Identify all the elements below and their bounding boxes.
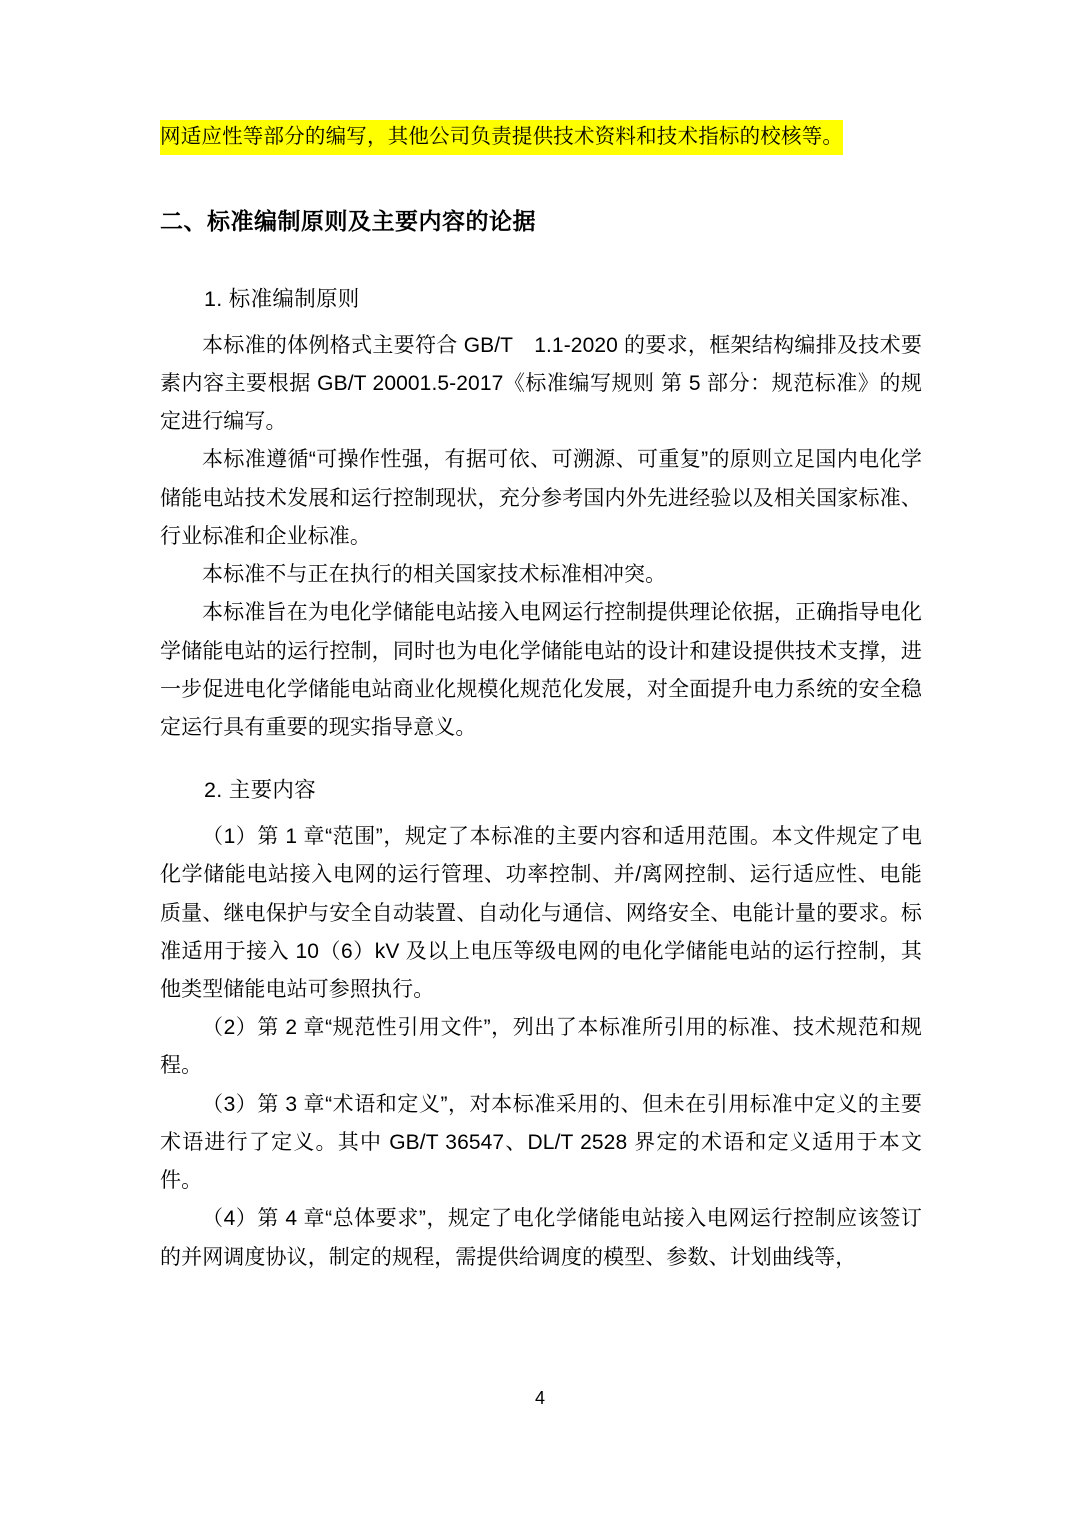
page-content bbox=[160, 120, 922, 1277]
section-heading: 二、标准编制原则及主要内容的论据 bbox=[160, 207, 536, 234]
paragraph-2-3: （3）第 3 章“术语和定义”，对本标准采用的、但未在引用标准中定义的主要术语进行了定义。其中 GB/T 36547、DL/T 2528 界定的术语和定义适用于本文件。 bbox=[160, 1092, 922, 1193]
paragraph-2-2: （2）第 2 章“规范性引用文件”，列出了本标准所引用的标准、技术规范和规程。 bbox=[160, 1016, 922, 1078]
paragraph-1-3: 本标准不与正在执行的相关国家技术标准相冲突。 bbox=[202, 563, 667, 587]
paragraph-2-1: （1）第 1 章“范围”，规定了本标准的主要内容和适用范围。本文件规定了电化学储能电站接入电网的运行管理、功率控制、并/离网控制、运行适应性、电能质量、继电保护与安全自动装置、自动化与通信、网络安全、电能计量的要求。标准适用于接入 10（6）kV 及以上电压等级电网的电化学储能电站的运行控制，其他类型储能电站可参照执行。 bbox=[160, 825, 922, 1002]
page-number: 4 bbox=[534, 1388, 545, 1408]
subsection-heading-1: 1. 标准编制原则 bbox=[204, 286, 360, 311]
paragraph-2-4: （4）第 4 章“总体要求”，规定了电化学储能电站接入电网运行控制应该签订的并网调度协议，制定的规程，需提供给调度的模型、参数、计划曲线等， bbox=[160, 1207, 922, 1269]
highlighted-text: 网适应性等部分的编写，其他公司负责提供技术资料和技术指标的校核等。 bbox=[160, 120, 843, 155]
subsection-heading-2: 2. 主要内容 bbox=[204, 778, 317, 803]
paragraph-1-4: 本标准旨在为电化学储能电站接入电网运行控制提供理论依据，正确指导电化学储能电站的运行控制，同时也为电化学储能电站的设计和建设提供技术支撑，进一步促进电化学储能电站商业化规模化规范化发展，对全面提升电力系统的安全稳定运行具有重要的现实指导意义。 bbox=[160, 601, 922, 739]
highlighted-paragraph-container bbox=[160, 120, 922, 155]
paragraph-1-1: 本标准的体例格式主要符合 GB/T 1.1-2020 的要求，框架结构编排及技术要素内容主要根据 GB/T 20001.5-2017《标准编写规则 第 5 部分：规范标准》的规定进行编写。 bbox=[160, 333, 922, 434]
paragraph-1-2: 本标准遵循“可操作性强，有据可依、可溯源、可重复”的原则立足国内电化学储能电站技术发展和运行控制现状，充分参考国内外先进经验以及相关国家标准、行业标准和企业标准。 bbox=[160, 448, 922, 548]
